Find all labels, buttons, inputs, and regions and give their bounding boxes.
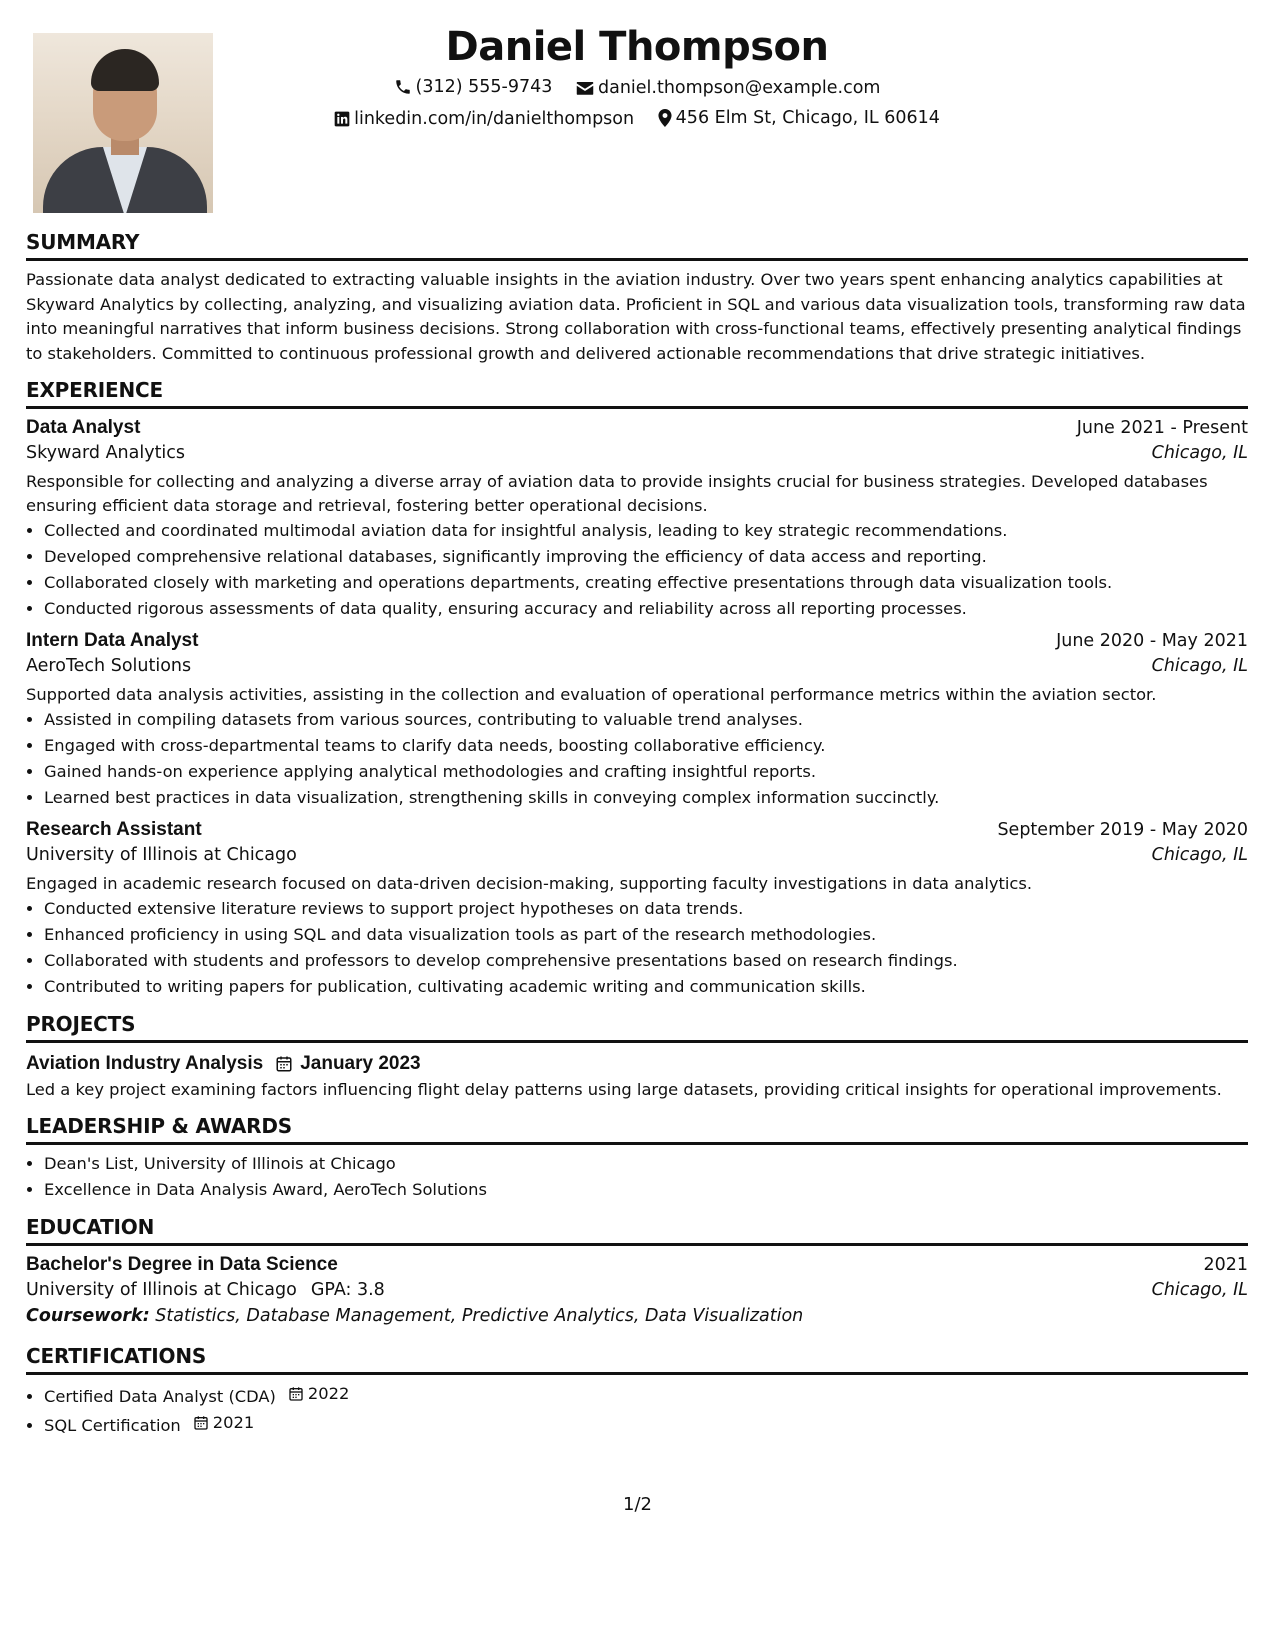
job-location: Chicago, IL (1151, 656, 1248, 676)
envelope-icon (576, 80, 594, 96)
contact-linkedin[interactable] (334, 109, 634, 129)
job-bullets (26, 896, 1248, 1000)
list-item: • Developed comprehensive relational databases, significantly improving the efficiency of data access and reporting. (44, 544, 1248, 570)
project-description: Led a key project examining factors influencing flight delay patterns using large datasets, providing critical insights for operational improvements. (26, 1080, 1222, 1099)
calendar-icon (288, 1386, 304, 1402)
list-item: • Engaged with cross-departmental teams to clarify data needs, boosting collaborative efficiency. (44, 733, 1248, 759)
list-item: • Dean's List, University of Illinois at Chicago (44, 1151, 1248, 1177)
edu-coursework (26, 1306, 1248, 1326)
certifications-list (26, 1381, 1248, 1439)
phone-text: (312) 555-9743 (415, 77, 553, 97)
edu-degree: Bachelor's Degree in Data Science (26, 1254, 338, 1275)
list-item (44, 1410, 1248, 1439)
edu-year: 2021 (1203, 1255, 1248, 1275)
cert-name: SQL Certification (44, 1416, 181, 1435)
candidate-name: Daniel Thompson (445, 24, 829, 70)
email-text: daniel.thompson@example.com (597, 78, 881, 98)
job-entry (26, 630, 1248, 811)
section-title-projects: PROJECTS (26, 1012, 1248, 1043)
summary-section (26, 230, 1248, 366)
list-item: • Learned best practices in data visualization, strengthening skills in conveying complex information succinctly. (44, 785, 1248, 811)
edu-school: University of Illinois at Chicago (26, 1280, 297, 1300)
job-company: Skyward Analytics (26, 443, 186, 463)
section-title-certifications: CERTIFICATIONS (26, 1344, 1248, 1375)
resume-header (26, 24, 1248, 230)
cert-name: Certified Data Analyst (CDA) (44, 1387, 276, 1406)
section-title-summary: SUMMARY (26, 230, 1248, 261)
contact-email[interactable] (576, 78, 880, 98)
contact-row-2 (26, 108, 1248, 132)
address-text: 456 Elm St, Chicago, IL 60614 (675, 108, 940, 128)
list-item: • Enhanced proficiency in using SQL and data visualization tools as part of the research methodologies. (44, 922, 1248, 948)
contact-phone (394, 77, 553, 97)
list-item: • Contributed to writing papers for publication, cultivating academic writing and communication skills. (44, 974, 1248, 1000)
certifications-section (26, 1344, 1248, 1439)
awards-list (26, 1151, 1248, 1203)
project-title: Aviation Industry Analysis (26, 1053, 264, 1074)
list-item: • Collaborated closely with marketing and operations departments, creating effective presentations through data visualization tools. (44, 570, 1248, 596)
job-title: Data Analyst (26, 417, 141, 438)
job-entry (26, 819, 1248, 1000)
job-bullets (26, 518, 1248, 622)
section-title-leadership: LEADERSHIP & AWARDS (26, 1114, 1248, 1145)
summary-text: Passionate data analyst dedicated to extracting valuable insights in the aviation industry. Over two years spent enhancing analytics capabilities at Skyward Analytics by collecting, analyzing, and visualizing aviation data. Proficient in SQL and various data visualization tools, transforming raw data into meaningful narratives that inform business decisions. Strong collaboration with cross-functional teams, effectively presenting analytical findings to stakeholders. Committed to continuous professional growth and delivered actionable recommendations that drive strategic initiatives. (26, 270, 1246, 363)
education-section (26, 1215, 1248, 1326)
page-number: 1/2 (623, 1494, 652, 1515)
leadership-section (26, 1114, 1248, 1203)
list-item: • Collaborated with students and professors to develop comprehensive presentations based on research findings. (44, 948, 1248, 974)
job-dates: June 2021 - Present (1076, 418, 1248, 438)
list-item: • Gained hands-on experience applying analytical methodologies and crafting insightful reports. (44, 759, 1248, 785)
job-bullets (26, 707, 1248, 811)
calendar-icon (193, 1415, 209, 1431)
phone-icon (394, 78, 412, 96)
edu-location: Chicago, IL (1151, 1280, 1248, 1300)
job-location: Chicago, IL (1151, 443, 1248, 463)
contact-row-1 (26, 77, 1248, 101)
job-title: Intern Data Analyst (26, 630, 199, 651)
job-description: Engaged in academic research focused on data-driven decision-making, supporting faculty investigations in data analytics. (26, 874, 1033, 893)
linkedin-icon (334, 111, 350, 127)
contact-address (658, 108, 940, 128)
resume-page (26, 24, 1248, 1439)
job-dates: June 2020 - May 2021 (1056, 631, 1248, 651)
list-item (44, 1381, 1248, 1410)
project-entry (26, 1053, 1248, 1075)
job-location: Chicago, IL (1151, 845, 1248, 865)
calendar-icon (275, 1055, 293, 1073)
project-date (275, 1053, 420, 1075)
job-company: AeroTech Solutions (26, 656, 192, 676)
coursework-label: Coursework: (26, 1306, 150, 1326)
job-company: University of Illinois at Chicago (26, 845, 297, 865)
job-entry (26, 417, 1248, 622)
job-description: Supported data analysis activities, assisting in the collection and evaluation of operational performance metrics within the aviation sector. (26, 685, 1157, 704)
list-item: • Excellence in Data Analysis Award, AeroTech Solutions (44, 1177, 1248, 1203)
linkedin-text: linkedin.com/in/danielthompson (354, 109, 635, 129)
cert-date: 2021 (212, 1413, 255, 1432)
list-item: • Conducted extensive literature reviews to support project hypotheses on data trends. (44, 896, 1248, 922)
project-date-text: January 2023 (300, 1053, 421, 1074)
map-pin-icon (658, 109, 672, 127)
job-dates: September 2019 - May 2020 (997, 820, 1248, 840)
list-item: • Collected and coordinated multimodal aviation data for insightful analysis, leading to key strategic recommendations. (44, 518, 1248, 544)
section-title-education: EDUCATION (26, 1215, 1248, 1246)
section-title-experience: EXPERIENCE (26, 378, 1248, 409)
edu-gpa: GPA: 3.8 (310, 1280, 385, 1300)
list-item: • Assisted in compiling datasets from various sources, contributing to valuable trend analyses. (44, 707, 1248, 733)
projects-section (26, 1012, 1248, 1102)
job-title: Research Assistant (26, 819, 202, 840)
experience-section (26, 378, 1248, 1000)
cert-date: 2022 (307, 1384, 350, 1403)
coursework-text: Statistics, Database Management, Predictive Analytics, Data Visualization (155, 1306, 804, 1326)
job-description: Responsible for collecting and analyzing a diverse array of aviation data to provide insights crucial for business strategies. Developed databases ensuring efficient data storage and retrieval, fostering better operational decisions. (26, 472, 1208, 515)
list-item: • Conducted rigorous assessments of data quality, ensuring accuracy and reliability across all reporting processes. (44, 596, 1248, 622)
